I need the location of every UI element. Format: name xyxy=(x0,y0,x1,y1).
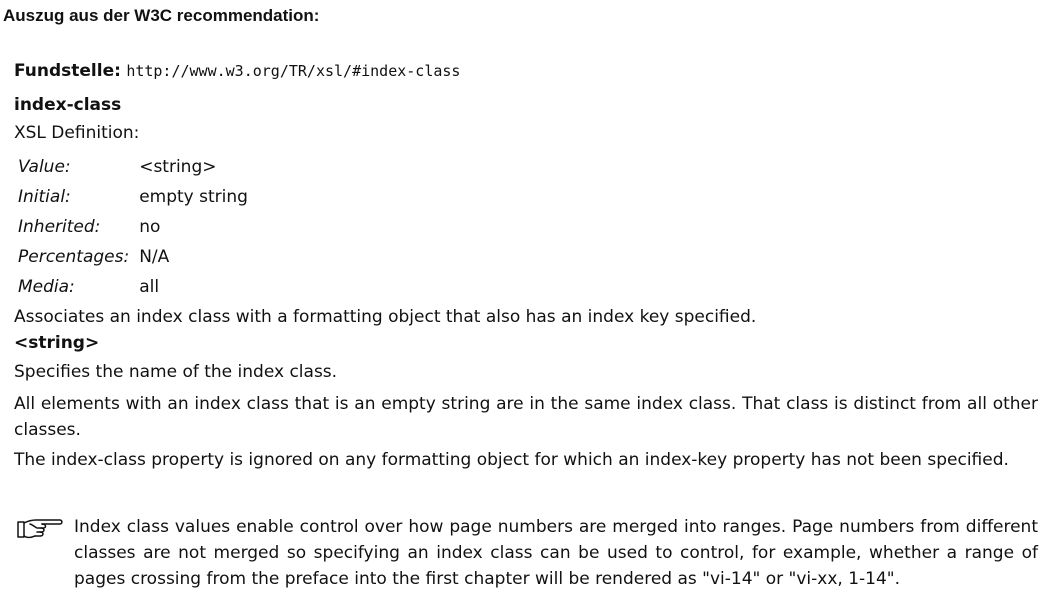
string-label: <string> xyxy=(14,333,100,353)
page-heading: Auszug aus der W3C recommendation: xyxy=(3,6,320,25)
row-key: Inherited: xyxy=(18,217,101,237)
table-row xyxy=(16,242,256,272)
row-value: no xyxy=(139,217,161,237)
specifies-paragraph: Specifies the name of the index class. xyxy=(14,362,338,382)
row-key: Value: xyxy=(18,157,71,177)
row-value: empty string xyxy=(139,187,248,207)
row-key: Media: xyxy=(18,277,75,297)
table-row xyxy=(16,272,256,302)
note-box xyxy=(14,514,1038,592)
table-row xyxy=(16,212,256,242)
recommendation-excerpt xyxy=(14,58,1038,473)
row-key: Percentages: xyxy=(18,247,130,267)
table-row xyxy=(16,152,256,182)
row-value: all xyxy=(139,277,160,297)
source-line xyxy=(14,58,1038,84)
table-row xyxy=(16,182,256,212)
row-value: <string> xyxy=(139,157,217,177)
definition-title: XSL Definition: xyxy=(14,123,140,143)
ignored-paragraph: The index-class property is ignored on any formatting object for which an index-key property has not been specified. xyxy=(14,450,1009,470)
row-key: Initial: xyxy=(18,187,71,207)
source-url: http://www.w3.org/TR/xsl/#index-class xyxy=(126,62,461,80)
note-text: Index class values enable control over how page numbers are merged into ranges. Page numbers from different classes are not merged so specifying an index class can be used to control, for example, whether a range of pages crossing from the preface into the first chapter will be rendered as "vi-14" or "vi-xx, 1-14". xyxy=(74,517,1038,589)
row-value: N/A xyxy=(139,247,170,267)
pointing-hand-icon xyxy=(16,516,64,542)
property-table xyxy=(16,152,256,302)
association-paragraph: Associates an index class with a formatting object that also has an index key specified. xyxy=(14,307,757,327)
empty-class-paragraph: All elements with an index class that is an empty string are in the same index class. That class is distinct from all other classes. xyxy=(14,394,1038,440)
source-label: Fundstelle: xyxy=(14,61,121,81)
property-name: index-class xyxy=(14,95,122,115)
